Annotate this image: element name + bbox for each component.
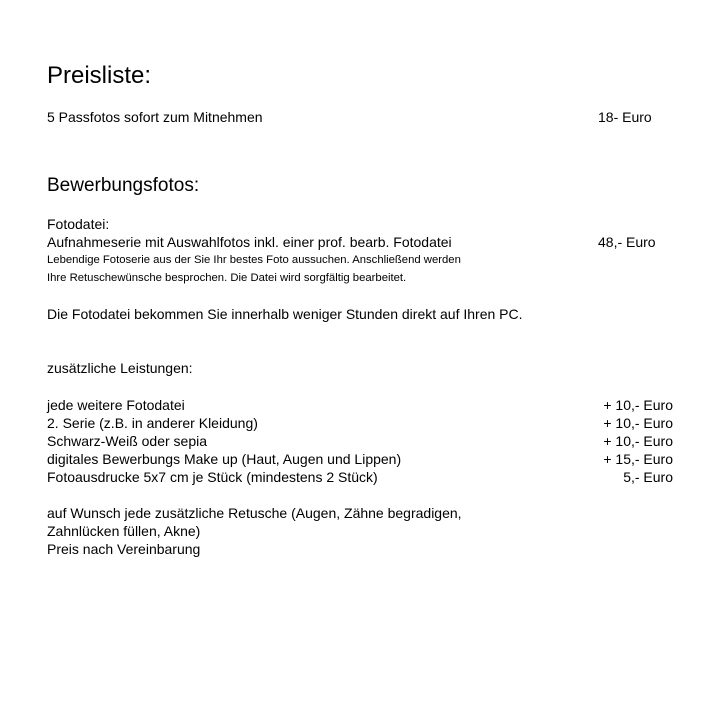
extra-item-label: 2. Serie (z.B. in anderer Kleidung) xyxy=(47,415,258,431)
extra-item-label: Schwarz-Weiß oder sepia xyxy=(47,433,208,449)
passfotos-price: 18- Euro xyxy=(598,109,652,125)
aufnahme-price: 48,- Euro xyxy=(598,234,656,250)
extra-item-price: + 10,- Euro xyxy=(603,433,673,449)
aufnahme-label: Aufnahmeserie mit Auswahlfotos inkl. einer prof. bearb. Fotodatei xyxy=(47,234,452,250)
extra-item-label: jede weitere Fotodatei xyxy=(47,397,185,413)
retusche-line-2: Zahnlücken füllen, Akne) xyxy=(47,523,201,539)
extra-item-price: 5,- Euro xyxy=(623,469,673,485)
description-line-2: Ihre Retuschewünsche besprochen. Die Datei wird sorgfältig bearbeitet. xyxy=(47,272,407,284)
extra-item-label: digitales Bewerbungs Make up (Haut, Augen und Lippen) xyxy=(47,451,402,467)
extra-item-price: + 15,- Euro xyxy=(603,451,673,467)
delivery-note: Die Fotodatei bekommen Sie innerhalb weniger Stunden direkt auf Ihren PC. xyxy=(47,306,523,322)
extras-heading: zusätzliche Leistungen: xyxy=(47,360,193,376)
bewerbung-heading: Bewerbungsfotos: xyxy=(47,175,200,196)
extra-item-label: Fotoausdrucke 5x7 cm je Stück (mindestens 2 Stück) xyxy=(47,469,378,485)
extra-item-price: + 10,- Euro xyxy=(603,397,673,413)
page-title: Preisliste: xyxy=(47,62,152,89)
extra-item-price: + 10,- Euro xyxy=(603,415,673,431)
retusche-line-1: auf Wunsch jede zusätzliche Retusche (Augen, Zähne begradigen, xyxy=(47,505,462,521)
retusche-line-3: Preis nach Vereinbarung xyxy=(47,541,201,557)
fotodatei-label: Fotodatei: xyxy=(47,216,110,232)
passfotos-label: 5 Passfotos sofort zum Mitnehmen xyxy=(47,109,263,125)
description-line-1: Lebendige Fotoserie aus der Sie Ihr bestes Foto aussuchen. Anschließend werden xyxy=(47,254,461,266)
